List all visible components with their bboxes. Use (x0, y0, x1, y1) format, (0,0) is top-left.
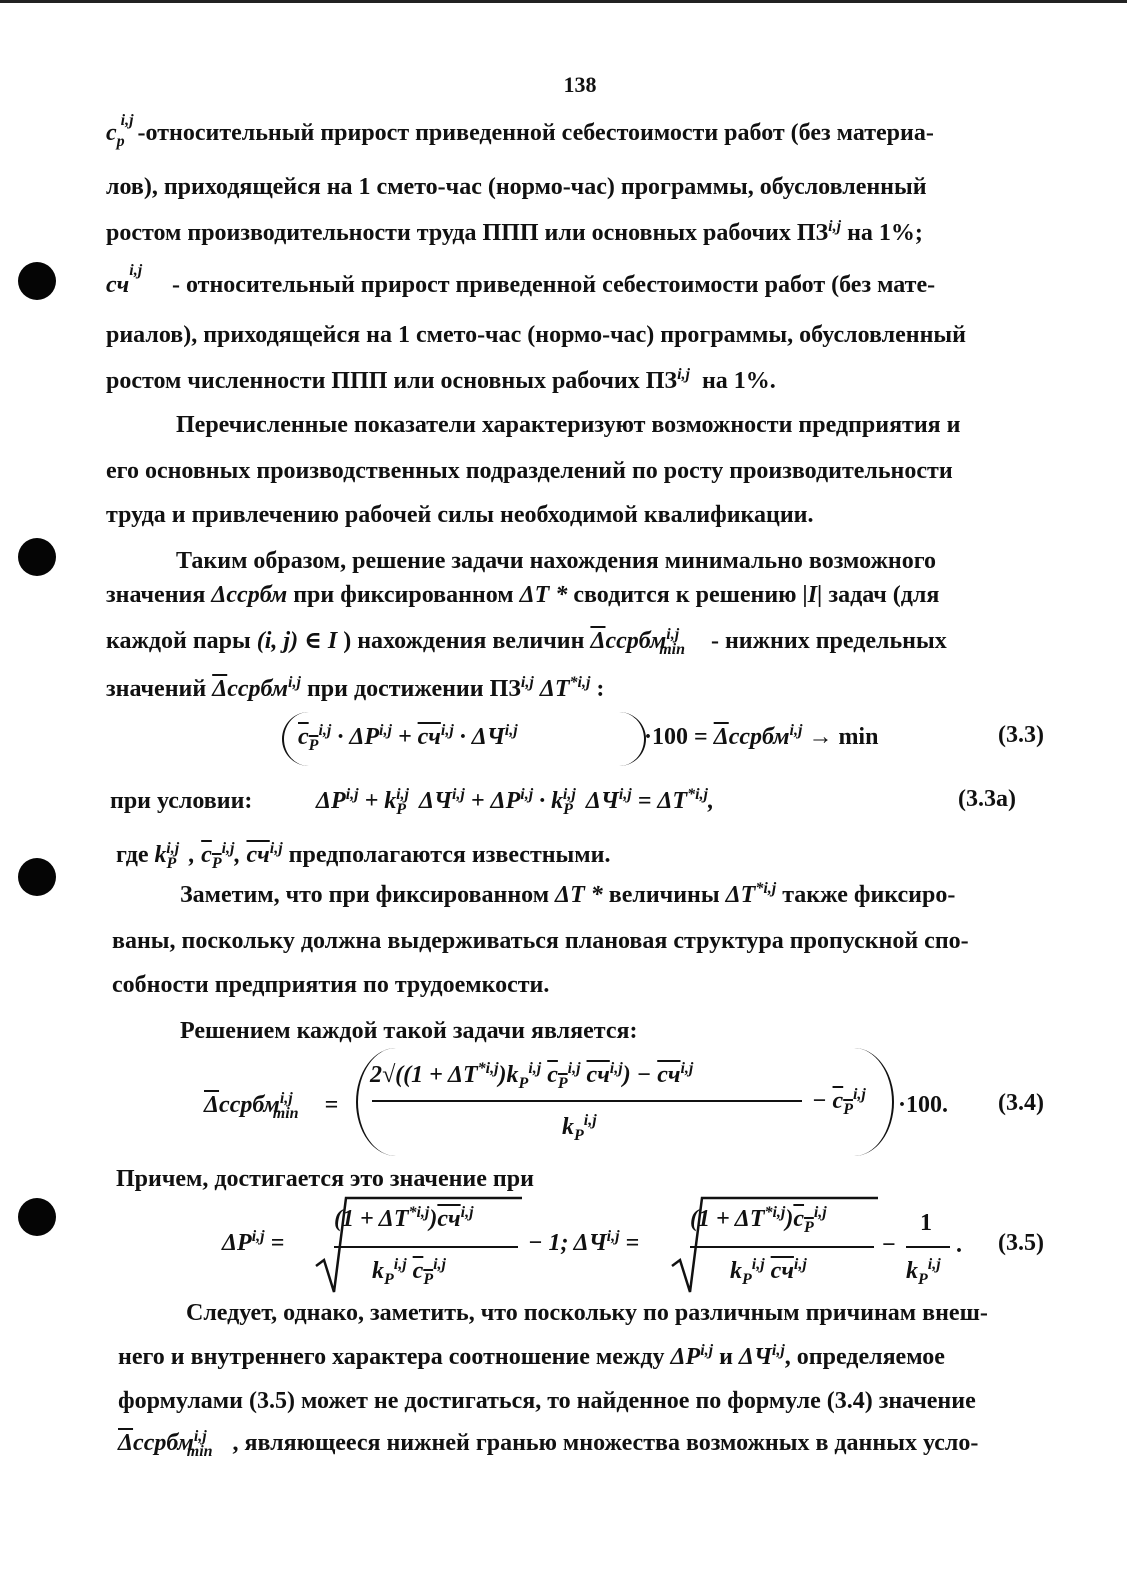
eq-3-5-lhs: ΔP$^{i,j}$ = (222, 1228, 285, 1256)
text-line: cч$^{i,j}$- относительный прирост приведенной себестоимости работ (без мате- (106, 262, 936, 298)
text-line: лов), приходящейся на 1 смето-час (нормо-час) программы, обусловленный (106, 174, 927, 200)
fraction-bar (690, 1246, 874, 1248)
eq-3-5-num-b: $(1 + \Delta T^{*i,j})c_P^{i,j}$ (690, 1204, 827, 1236)
symbol-cp: $c_p^{i,j}$ (106, 112, 134, 150)
eq-3-4-numerator: $2√((1 + \Delta T^{*i,j})k_P^{i,j}$ $c_P^{i,j}$ cч$^{i,j}$) − cч$^{i,j}$ (370, 1060, 694, 1092)
page-number: 138 (563, 72, 597, 97)
eq-3-5-one: 1 (920, 1210, 932, 1236)
eq-3-5-num-a: (1 + ΔT$^{*i,j}$)cч$^{i,j}$ (334, 1204, 474, 1232)
symbol-cch: cч$^{i,j}$ (106, 262, 143, 298)
equation-number: (3.4) (998, 1090, 1044, 1116)
period: . (956, 1232, 962, 1258)
eq-3-5-den-a: $k_P^{i,j}$ $c_P^{i,j}$ (372, 1256, 446, 1288)
text-line: риалов), приходящейся на 1 смето-час (нормо-час) программы, обусловленный (106, 322, 966, 348)
top-border-line (0, 0, 1127, 3)
equation-3-3: $c_P^{i,j} \cdot \Delta P^{i,j} + cч^{i,j} \cdot \Delta Ч^{i,j}$ (298, 722, 518, 754)
eq-3-5-den-c: $k_P^{i,j}$ (906, 1256, 941, 1288)
text-line: Следует, однако, заметить, что поскольку по различным причинам внеш- (186, 1300, 988, 1326)
text-line: каждой пары (i, j) ∈ I ) нахождения величин $\overline{\Delta}ссрбм^{i,j}_{min}$ - нижних предельных (106, 626, 947, 658)
text-line: Таким образом, решение задачи нахождения минимально возможного (176, 548, 936, 574)
text-line: ваны, поскольку должна выдерживаться плановая структура пропускной спо- (112, 928, 969, 954)
text-line: значений $\overline{\Delta}ссрбм^{i,j}$ при достижении ПЗ$^{i,j}$ ΔT$^{*i,j}$ : (106, 674, 605, 702)
text-line: его основных производственных подразделений по росту производительности (106, 458, 953, 484)
punch-hole (18, 858, 56, 896)
eq-3-5-minus: − (882, 1232, 896, 1258)
eq-3-4-denominator: $k_P^{i,j}$ (562, 1112, 597, 1144)
eq-3-5-mid: − 1; ΔЧ$^{i,j}$ = (528, 1228, 640, 1256)
equation-number: (3.5) (998, 1230, 1044, 1256)
text-line: значения Δссрбм при фиксированном ΔT * сводится к решению |I| задач (для (106, 582, 940, 608)
text-line: Решением каждой такой задачи является: (180, 1018, 638, 1044)
text-line: ростом численности ППП или основных рабочих ПЗ$^{i,j}$ на 1%. (106, 366, 776, 394)
fraction-bar (372, 1100, 802, 1102)
text-line: где $k_P^{i,j}$ , $c_P^{i,j}$, cч$^{i,j}$ предполагаются известными. (116, 840, 611, 872)
text-line: него и внутреннего характера соотношение между ΔP$^{i,j}$ и ΔЧ$^{i,j}$, определяемое (118, 1342, 945, 1370)
punch-hole (18, 262, 56, 300)
text-line: $\overline{\Delta}ссрбм^{i,j}_{min}$ , являющееся нижней гранью множества возможных в данных усло- (118, 1428, 979, 1460)
eq-3-3-rhs: $\cdot 100 = \overline{\Delta}ссрбм^{i,j} \to \min$ (644, 722, 879, 750)
fraction-bar (334, 1246, 518, 1248)
text-line: Причем, достигается это значение при (116, 1166, 534, 1192)
condition-label: при условии: (110, 788, 253, 814)
fraction-bar (906, 1246, 950, 1248)
equation-number: (3.3a) (958, 786, 1016, 812)
eq-3-5-den-b: $k_P^{i,j}$ cч$^{i,j}$ (730, 1256, 807, 1288)
text-line: Заметим, что при фиксированном ΔT * величины ΔT$^{*i,j}$ также фиксиро- (180, 880, 956, 908)
text-line: $c_p^{i,j}$ -относительный прирост приведенной себестоимости работ (без материа- (106, 112, 934, 150)
text-line: собности предприятия по трудоемкости. (112, 972, 550, 998)
punch-hole (18, 1198, 56, 1236)
text-line: Перечисленные показатели характеризуют возможности предприятия и (176, 412, 961, 438)
eq-3-4-lhs: $\overline{\Delta}ссрбм^{i,j}_{min}$ = (204, 1090, 339, 1122)
equation-number: (3.3) (998, 722, 1044, 748)
eq-3-4-tail: ·100. (898, 1092, 949, 1118)
equation-3-3a: $\Delta P^{i,j} + k_P^{i,j}$ $\Delta Ч^{i,j} + \Delta P^{i,j} \cdot k_P^{i,j}$ ΔЧ$^{i,j}$ = ΔT$^{*i,j}$, (316, 786, 714, 818)
punch-hole (18, 538, 56, 576)
eq-3-4-term: − $c_P^{i,j}$ (812, 1086, 866, 1118)
text-line: ростом производительности труда ППП или основных рабочих ПЗ$^{i,j}$ на 1%; (106, 218, 923, 246)
text-line: формулами (3.5) может не достигаться, то найденное по формуле (3.4) значение (118, 1388, 976, 1414)
text-line: труда и привлечению рабочей силы необходимой квалификации. (106, 502, 814, 528)
